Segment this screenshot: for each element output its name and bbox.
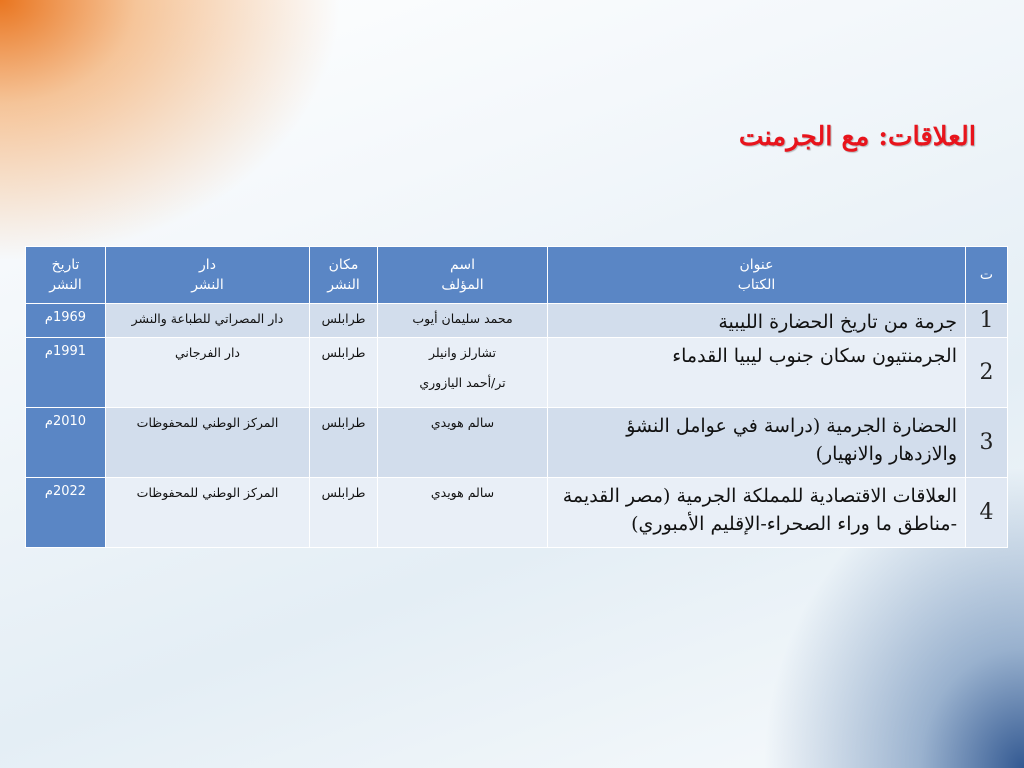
table-header-row xyxy=(26,247,1008,304)
row-number: 3 xyxy=(966,408,1008,478)
publication-date: 1991م xyxy=(26,338,106,408)
book-author: سالم هويدي xyxy=(378,478,548,548)
book-title: العلاقات الاقتصادية للمملكة الجرمية (مصر القديمة -مناطق ما وراء الصحراء-الإقليم الأمبوري) xyxy=(548,478,966,548)
publication-place: طرابلس xyxy=(310,338,378,408)
header-date-line2: النشر xyxy=(49,277,82,293)
publication-date: 1969م xyxy=(26,304,106,338)
header-author xyxy=(378,247,548,304)
header-publisher-line2: النشر xyxy=(191,277,224,293)
header-publisher xyxy=(106,247,310,304)
books-table xyxy=(25,246,1008,548)
header-publisher-line1: دار xyxy=(199,257,216,273)
header-num: ت xyxy=(966,247,1008,304)
book-title: الحضارة الجرمية (دراسة في عوامل النشؤ والازدهار والانهيار) xyxy=(548,408,966,478)
table-row xyxy=(26,304,1008,338)
table-row xyxy=(26,408,1008,478)
header-place-line2: النشر xyxy=(327,277,360,293)
row-number: 4 xyxy=(966,478,1008,548)
book-author: محمد سليمان أيوب xyxy=(378,304,548,338)
header-author-line1: اسم xyxy=(450,257,475,273)
publication-place: طرابلس xyxy=(310,304,378,338)
publisher: المركز الوطني للمحفوظات xyxy=(106,478,310,548)
publication-place: طرابلس xyxy=(310,478,378,548)
row-number: 1 xyxy=(966,304,1008,338)
book-translator: تر/أحمد اليازوري xyxy=(419,375,506,390)
header-title xyxy=(548,247,966,304)
publisher: دار المصراتي للطباعة والنشر xyxy=(106,304,310,338)
publication-date: 2022م xyxy=(26,478,106,548)
publisher: دار الفرجاني xyxy=(106,338,310,408)
header-place-line1: مكان xyxy=(328,257,359,273)
slide-title: العلاقات: مع الجرمنت xyxy=(738,122,976,152)
book-title: الجرمنتيون سكان جنوب ليبيا القدماء xyxy=(548,338,966,408)
header-date xyxy=(26,247,106,304)
header-title-line1: عنوان xyxy=(739,257,774,273)
publication-date: 2010م xyxy=(26,408,106,478)
publication-place: طرابلس xyxy=(310,408,378,478)
header-date-line1: تاريخ xyxy=(51,257,80,273)
header-place xyxy=(310,247,378,304)
header-title-line2: الكتاب xyxy=(737,277,776,293)
row-number: 2 xyxy=(966,338,1008,408)
table-row xyxy=(26,478,1008,548)
publisher: المركز الوطني للمحفوظات xyxy=(106,408,310,478)
book-author: تشارلز وانيلر xyxy=(429,345,496,360)
table-row xyxy=(26,338,1008,408)
book-title: جرمة من تاريخ الحضارة الليبية xyxy=(548,304,966,338)
book-author-cell xyxy=(378,338,548,408)
header-author-line2: المؤلف xyxy=(441,277,484,293)
book-author: سالم هويدي xyxy=(378,408,548,478)
